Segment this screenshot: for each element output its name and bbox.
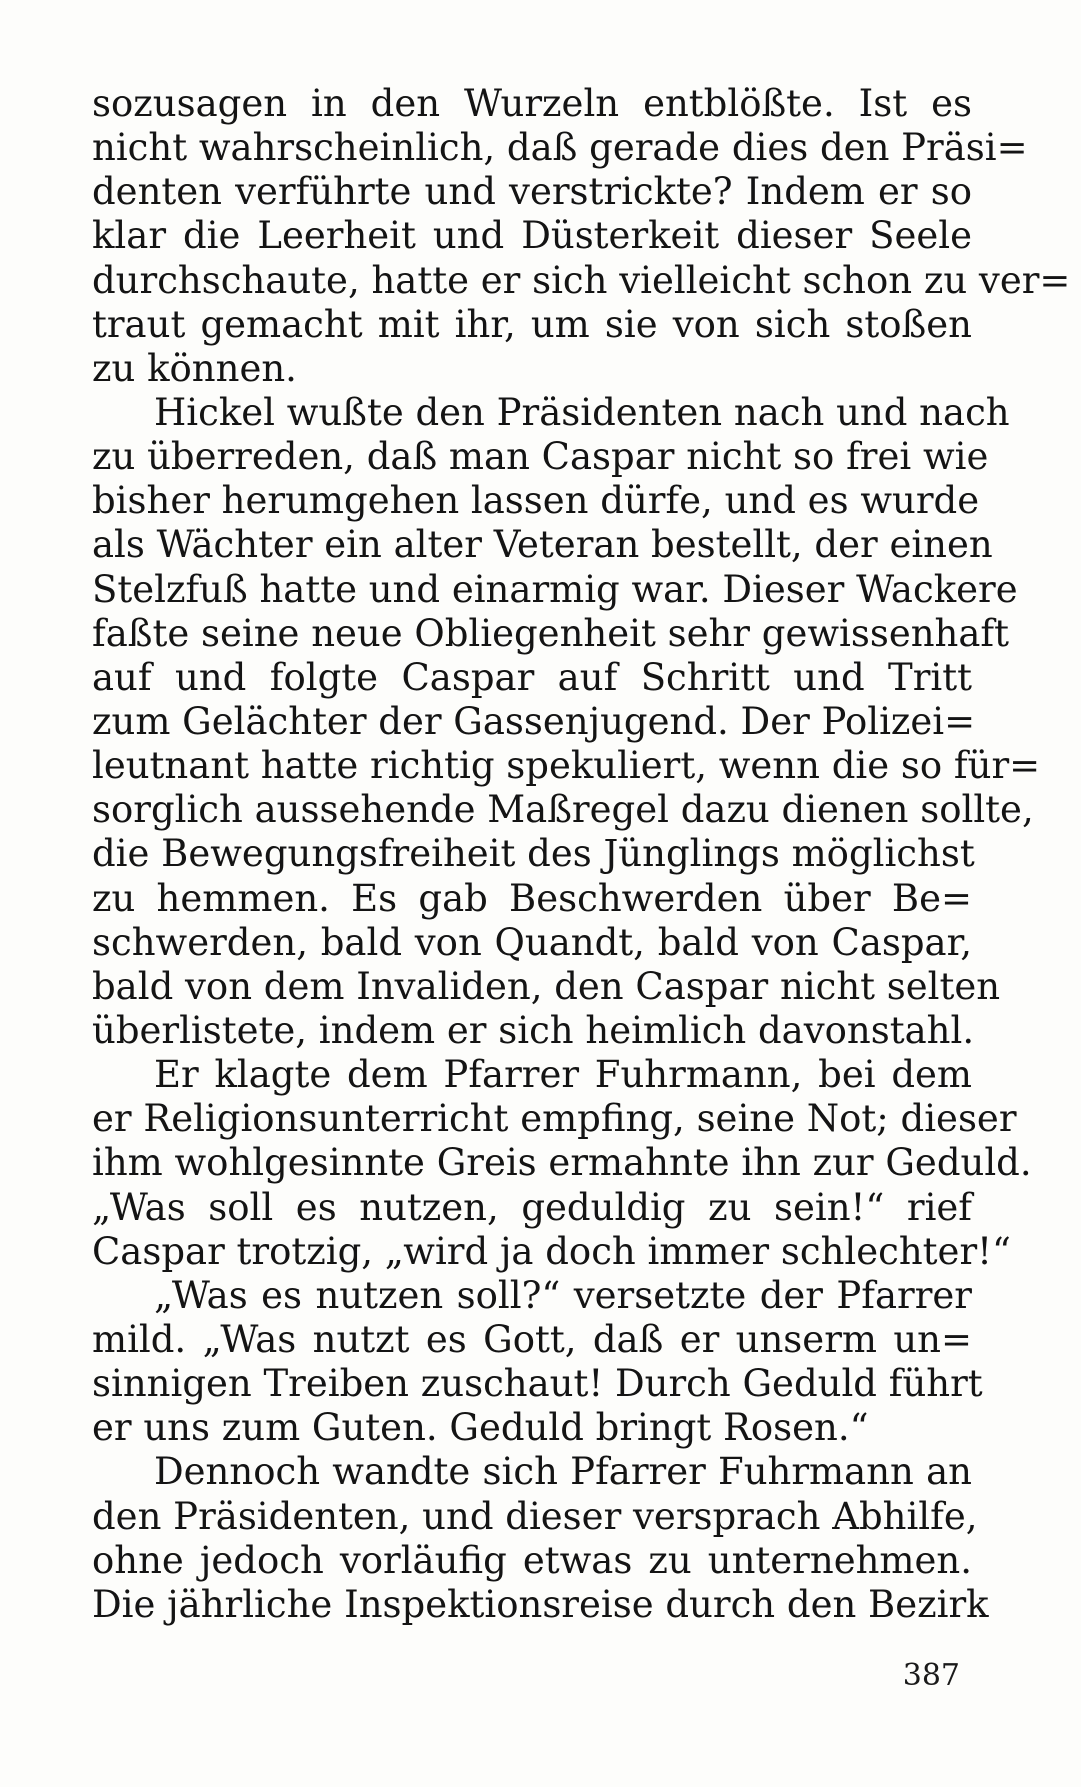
- text-line: Hickel wußte den Präsidenten nach und nach: [154, 390, 1010, 434]
- text-line: Die jährliche Inspektionsreise durch den Bezirk: [92, 1582, 989, 1626]
- text-line: durchschaute, hatte er sich vielleicht schon zu ver=: [92, 258, 1071, 302]
- text-line: als Wächter ein alter Veteran bestellt, der einen: [92, 523, 993, 567]
- text-line: „Was es nutzen soll?“ versetzte der Pfarrer: [154, 1273, 972, 1317]
- text-line: zu hemmen. Es gab Beschwerden über Be=: [92, 876, 972, 920]
- text-line: die Bewegungsfreiheit des Jünglings möglichst: [92, 832, 975, 876]
- text-line: mild. „Was nutzt es Gott, daß er unserm un=: [92, 1317, 972, 1361]
- text-line: bald von dem Invaliden, den Caspar nicht selten: [92, 964, 1001, 1008]
- text-line: überlistete, indem er sich heimlich davonstahl.: [92, 1008, 975, 1052]
- body-text: [92, 82, 1071, 1627]
- text-line: „Was soll es nutzen, geduldig zu sein!“ rief: [92, 1185, 972, 1229]
- text-line: zu können.: [92, 346, 297, 390]
- text-line: auf und folgte Caspar auf Schritt und Tritt: [92, 655, 972, 699]
- page-number: 387: [902, 1658, 960, 1693]
- text-line: Dennoch wandte sich Pfarrer Fuhrmann an: [154, 1450, 972, 1494]
- text-line: leutnant hatte richtig spekuliert, wenn die so für=: [92, 744, 1041, 788]
- text-line: klar die Leerheit und Düsterkeit dieser Seele: [92, 214, 972, 258]
- text-line: sozusagen in den Wurzeln entblößte. Ist es: [92, 82, 972, 125]
- text-line: faßte seine neue Obliegenheit sehr gewissenhaft: [92, 611, 1009, 655]
- text-line: denten verführte und verstrickte? Indem er so: [92, 170, 972, 214]
- text-line: er uns zum Guten. Geduld bringt Rosen.“: [92, 1406, 869, 1450]
- text-line: zum Gelächter der Gassenjugend. Der Polizei=: [92, 699, 976, 743]
- text-line: bisher herumgehen lassen dürfe, und es wurde: [92, 479, 980, 523]
- text-line: nicht wahrscheinlich, daß gerade dies den Präsi=: [92, 126, 1028, 170]
- text-line: zu überreden, daß man Caspar nicht so frei wie: [92, 435, 989, 479]
- text-line: Er klagte dem Pfarrer Fuhrmann, bei dem: [154, 1053, 972, 1097]
- text-line: traut gemacht mit ihr, um sie von sich stoßen: [92, 302, 972, 346]
- text-line: sorglich aussehende Maßregel dazu dienen sollte,: [92, 788, 1034, 832]
- text-line: Caspar trotzig, „wird ja doch immer schlechter!“: [92, 1229, 1011, 1273]
- text-line: ohne jedoch vorläufig etwas zu unternehmen.: [92, 1538, 972, 1582]
- text-line: sinnigen Treiben zuschaut! Durch Geduld führt: [92, 1362, 983, 1406]
- text-line: schwerden, bald von Quandt, bald von Caspar,: [92, 920, 972, 964]
- text-line: er Religionsunterricht empfing, seine Not; dieser: [92, 1097, 1017, 1141]
- text-line: ihm wohlgesinnte Greis ermahnte ihn zur Geduld.: [92, 1141, 1032, 1185]
- text-line: Stelzfuß hatte und einarmig war. Dieser Wackere: [92, 567, 1018, 611]
- text-line: den Präsidenten, und dieser versprach Abhilfe,: [92, 1494, 978, 1538]
